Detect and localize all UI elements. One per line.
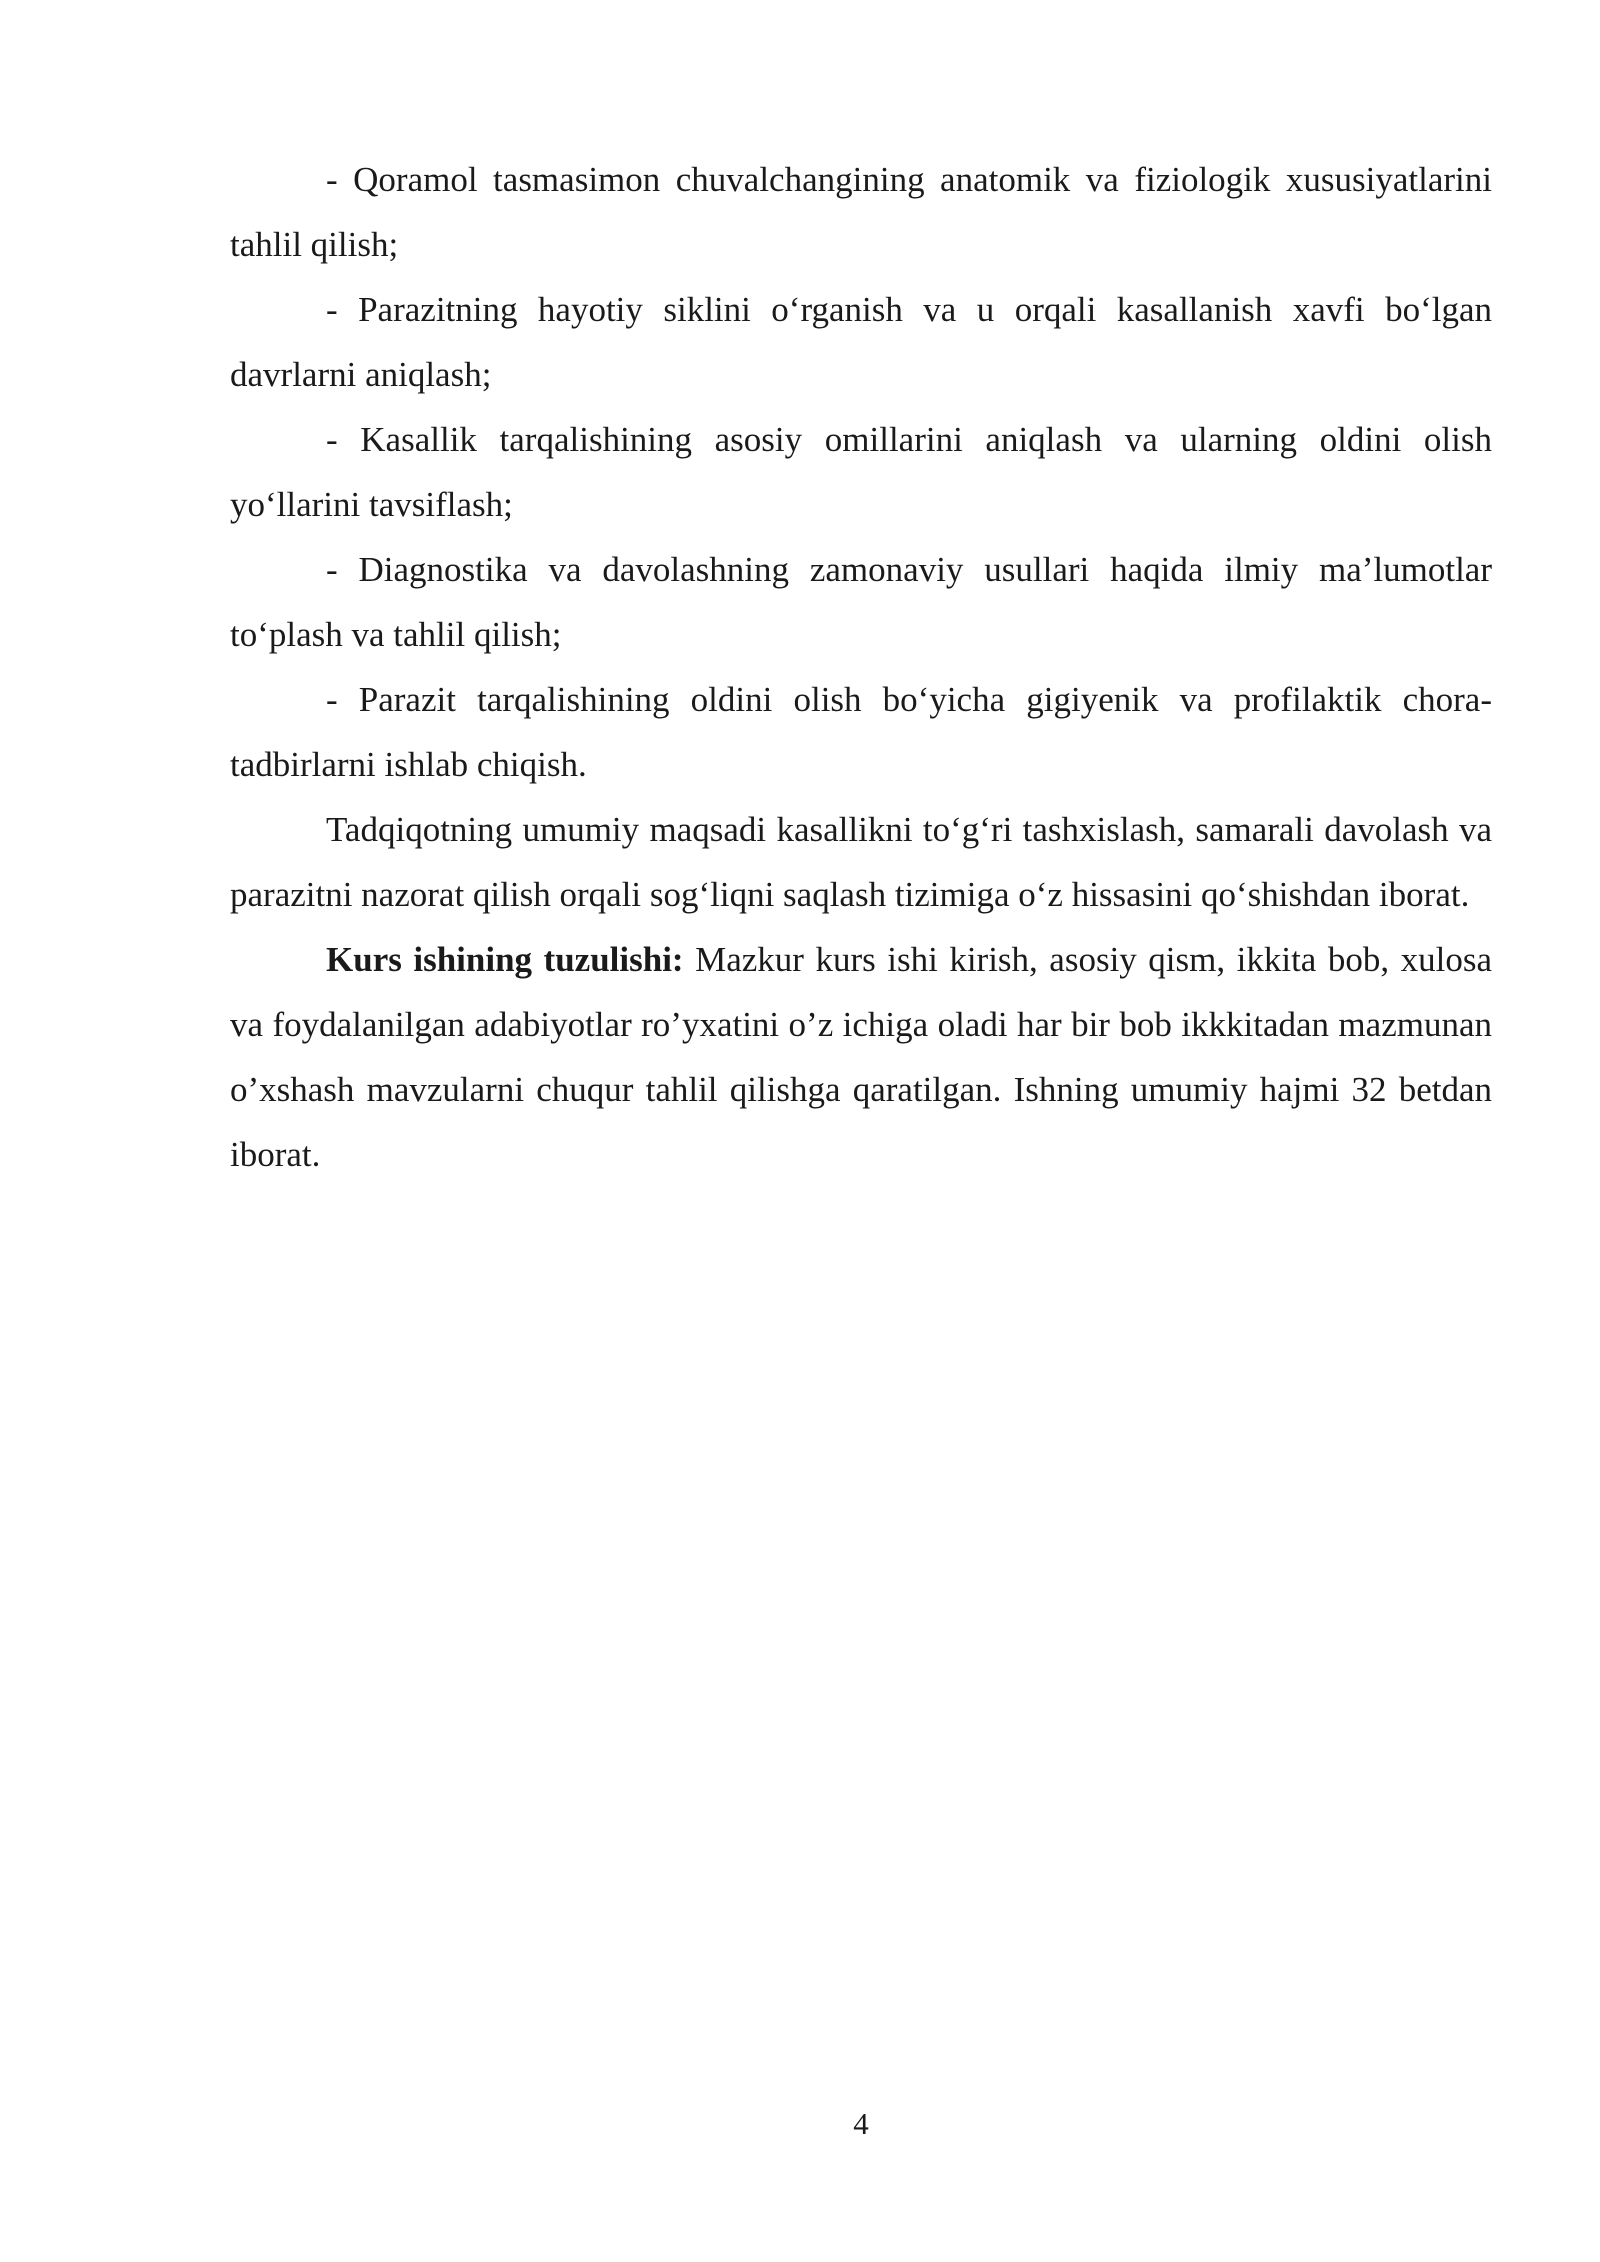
structure-heading: Kurs ishining tuzulishi: (326, 940, 684, 979)
objective-item-prevention: - Parazit tarqalishining oldini olish bo‘yicha gigiyenik va profilaktik chora-tadbirlarni ishlab chiqish. (230, 680, 1492, 784)
structure-text: Mazkur kurs ishi kirish, asosiy qism, ikkita bob, xulosa va foydalanilgan adabiyotlar ro’yxatini o’z ichiga oladi har bir bob ikkkitadan mazmunan o’xshash mavzularni chuqur tahlil qilishga qaratilgan. Ishning umumiy hajmi 32 betdan iborat. (230, 940, 1492, 1174)
objective-item-diagnostics: - Diagnostika va davolashning zamonaviy usullari haqida ilmiy ma’lumotlar to‘plash va tahlil qilish; (230, 550, 1492, 654)
research-goal-paragraph: Tadqiqotning umumiy maqsadi kasallikni to‘g‘ri tashxislash, samarali davolash va parazitni nazorat qilish orqali sog‘liqni saqlash tizimiga o‘z hissasini qo‘shishdan iborat. (230, 810, 1492, 914)
objective-item-anatomy: - Qoramol tasmasimon chuvalchangining anatomik va fiziologik xususiyatlarini tahlil qilish; (230, 160, 1492, 264)
objective-item-spread-factors: - Kasallik tarqalishining asosiy omillarini aniqlash va ularning oldini olish yo‘llarini tavsiflash; (230, 420, 1492, 524)
objective-item-life-cycle: - Parazitning hayotiy siklini o‘rganish va u orqali kasallanish xavfi bo‘lgan davrlarni aniqlash; (230, 290, 1492, 394)
page-number: 4 (853, 2106, 869, 2141)
structure-paragraph (230, 927, 1492, 1187)
page-body (230, 147, 1492, 1187)
